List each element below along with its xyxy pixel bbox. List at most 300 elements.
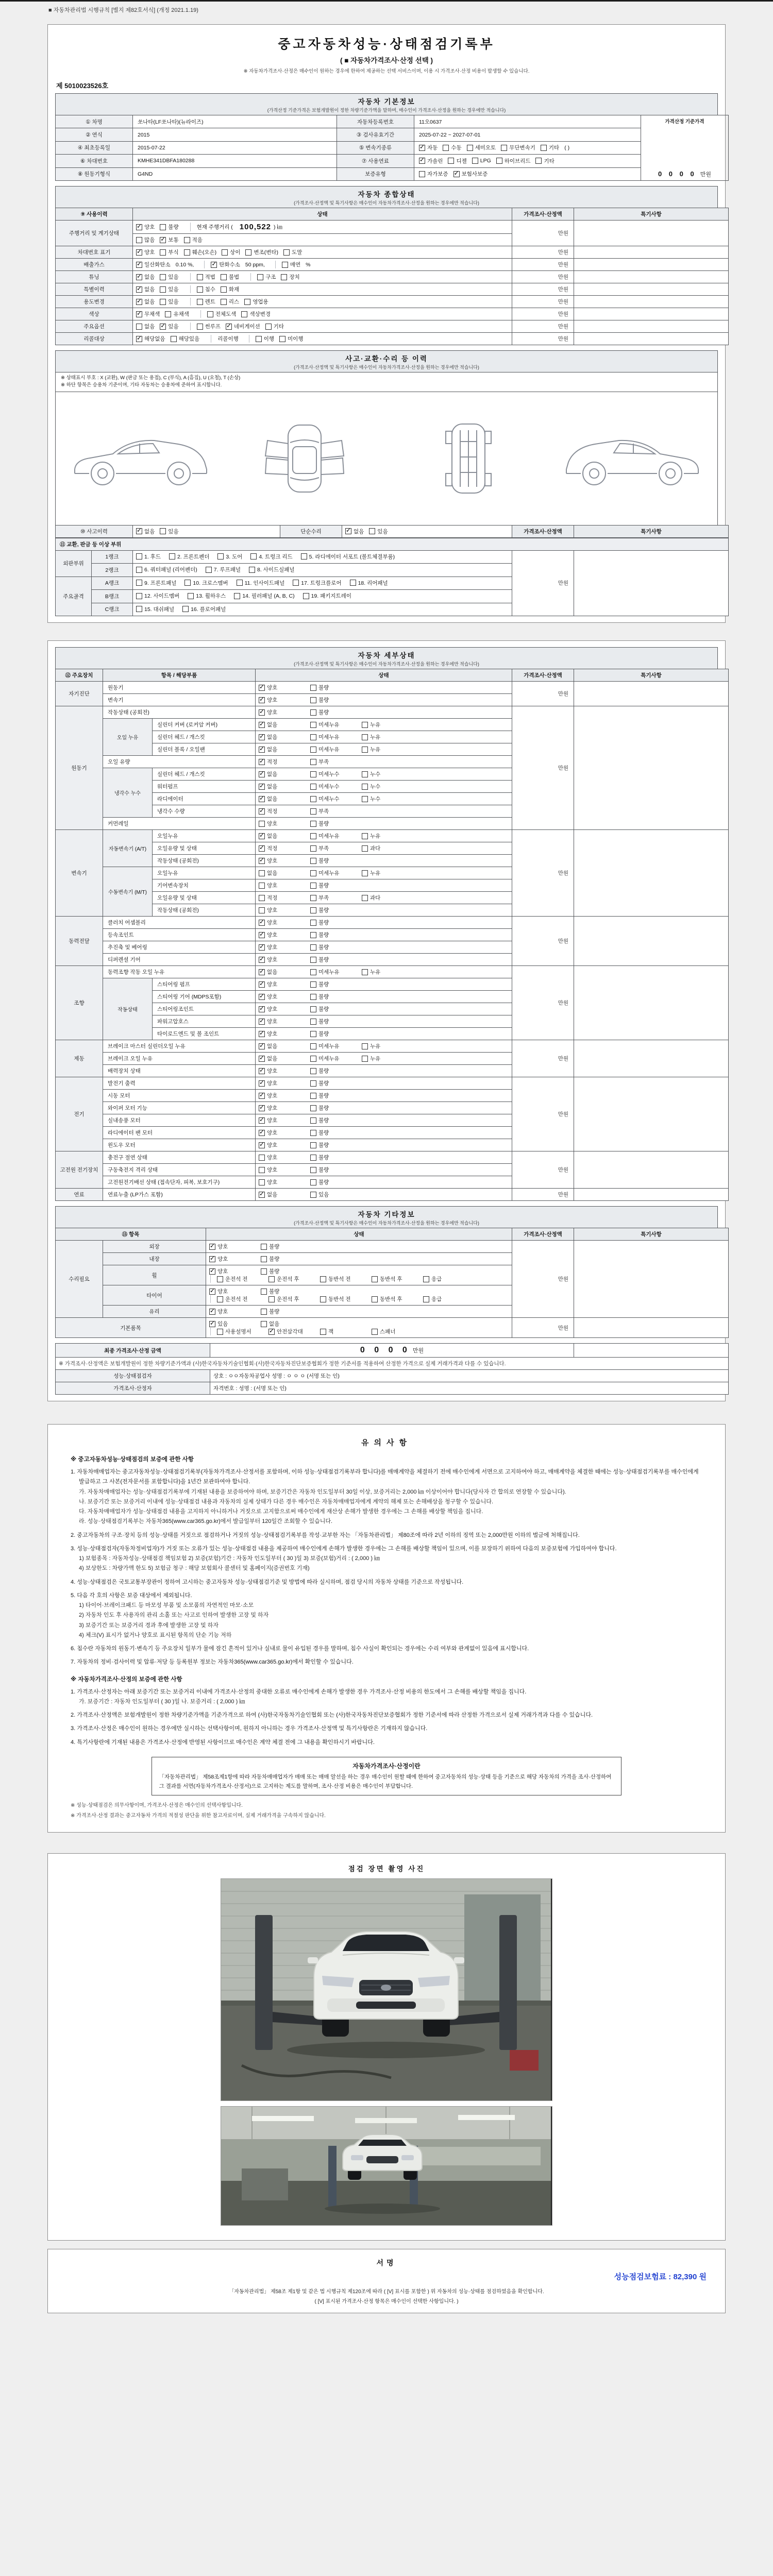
section-title-comprehensive: 자동차 종합상태: [358, 191, 415, 198]
checkbox-option[interactable]: [241, 310, 271, 318]
checkbox-option[interactable]: [453, 170, 488, 178]
checkbox-option[interactable]: [136, 579, 176, 587]
section-note-accident: (가격조사·산정액 및 특기사항은 매수인이 자동차가격조사·산정을 원하는 경우에만 적습니다): [294, 365, 479, 370]
checkbox-option[interactable]: [259, 721, 308, 728]
checkbox-option[interactable]: [310, 1030, 360, 1038]
checkbox-label: 양호: [267, 858, 278, 864]
checkbox-option[interactable]: [419, 157, 443, 165]
inline-text: ) ㎞: [274, 224, 282, 230]
state-cell: [256, 1139, 512, 1151]
checkbox-option[interactable]: [234, 592, 294, 600]
checkbox-box-icon: [310, 1080, 316, 1087]
checkbox-option[interactable]: [310, 906, 360, 914]
checkbox-option[interactable]: [160, 223, 178, 231]
checkbox-box-icon: [261, 1321, 267, 1327]
checkbox-label: 없음: [267, 969, 278, 975]
checkbox-option[interactable]: [237, 579, 285, 587]
checkbox-option[interactable]: [350, 579, 388, 587]
checkbox-option[interactable]: [303, 592, 351, 600]
checkbox-option[interactable]: [197, 285, 215, 293]
checkbox-option[interactable]: [310, 1079, 360, 1087]
checkbox-option[interactable]: [372, 1275, 421, 1283]
checkbox-option[interactable]: [268, 1275, 318, 1283]
checkbox-option[interactable]: [171, 335, 200, 343]
checkbox-option[interactable]: [160, 528, 178, 535]
checkbox-label: 사용설명서: [225, 1329, 251, 1335]
checkbox-option[interactable]: [256, 335, 274, 343]
item-cell: 실린더 커버 (로커암 커버): [153, 719, 256, 731]
checkbox-option[interactable]: [310, 832, 360, 840]
checkbox-label: 양호: [267, 944, 278, 951]
checkbox-option[interactable]: [136, 248, 155, 256]
field-label-cell: 변속기: [56, 830, 103, 917]
checkbox-option[interactable]: [362, 770, 411, 778]
checkbox-option[interactable]: [372, 1295, 421, 1303]
checkbox-option[interactable]: [310, 1005, 360, 1013]
checkbox-option[interactable]: [310, 956, 360, 963]
state-segment: [210, 1275, 480, 1283]
checkbox-option[interactable]: [310, 1116, 360, 1124]
accident-legend-line2: ※ 하단 항목은 승용차 기준이며, 기타 자동차는 승용차에 준하여 표시합니다.: [61, 382, 222, 388]
checkbox-option[interactable]: [259, 1042, 308, 1050]
checkbox-option[interactable]: [310, 696, 360, 704]
checkbox-box-icon: [250, 553, 257, 560]
checkbox-option[interactable]: [259, 733, 308, 741]
checkbox-option[interactable]: [136, 553, 161, 561]
checkbox-option[interactable]: [160, 298, 178, 306]
checkbox-option[interactable]: [257, 273, 276, 281]
checkbox-box-icon: [136, 528, 142, 534]
checkbox-option[interactable]: [423, 1275, 473, 1283]
remark-cell: [574, 706, 729, 830]
checkbox-option[interactable]: [182, 605, 226, 613]
checkbox-option[interactable]: [310, 758, 360, 766]
checkbox-option[interactable]: [259, 844, 308, 852]
checkbox-option[interactable]: [268, 1295, 318, 1303]
checkbox-box-icon: [169, 553, 175, 560]
checkbox-option[interactable]: [310, 1154, 360, 1161]
checkbox-label: 도말: [292, 249, 303, 256]
checkbox-box-icon: [419, 145, 425, 151]
checkbox-option[interactable]: [136, 605, 174, 613]
checkbox-option[interactable]: [259, 857, 308, 865]
checkbox-option[interactable]: [279, 335, 303, 343]
checkbox-option[interactable]: [222, 248, 240, 256]
checkbox-box-icon: [496, 158, 502, 164]
checkbox-option[interactable]: [259, 758, 308, 766]
checkbox-option[interactable]: [259, 1092, 308, 1099]
checkbox-option[interactable]: [261, 1308, 310, 1315]
checkbox-option[interactable]: [310, 684, 360, 691]
section-title-misc: 자동차 기타정보: [358, 1211, 415, 1218]
checkbox-option[interactable]: [249, 566, 295, 573]
checkbox-option[interactable]: [496, 157, 531, 165]
checkbox-option[interactable]: [160, 236, 178, 244]
checkbox-option[interactable]: [320, 1275, 369, 1283]
checkbox-option[interactable]: [221, 298, 239, 306]
checkbox-option[interactable]: [419, 144, 438, 151]
checkbox-option[interactable]: [209, 1267, 259, 1275]
checkbox-option[interactable]: [184, 248, 217, 256]
checkbox-option[interactable]: [310, 1178, 360, 1186]
checkbox-option[interactable]: [221, 273, 239, 281]
checkbox-option[interactable]: [209, 1243, 259, 1250]
state-segments: [259, 906, 509, 914]
checkbox-option[interactable]: [419, 170, 448, 178]
checkbox-option[interactable]: [301, 553, 395, 561]
checkbox-box-icon: [303, 593, 309, 599]
checkbox-option[interactable]: [259, 906, 308, 914]
checkbox-option[interactable]: [217, 1295, 266, 1303]
checkbox-box-icon: [221, 299, 227, 305]
checkbox-box-icon: [362, 796, 368, 802]
checkbox-option[interactable]: [226, 323, 260, 330]
field-label-cell: 주행거리 및 계기상태: [56, 221, 133, 246]
notice-item-text: 1. 가격조사·산정자는 아래 보증기간 또는 보증거리 이내에 가격조사·산정의 중대한 오류로 매수인에게 손해가 발생한 경우 가격조사·산정 비용의 한도에서 그 손해를 배상할 책임을 집니다.: [71, 1688, 527, 1695]
field-label-cell: ⑥ 차대번호: [56, 155, 133, 167]
checkbox-option[interactable]: [310, 721, 360, 728]
checkbox-box-icon: [259, 734, 265, 740]
checkbox-option[interactable]: [169, 553, 209, 561]
field-label-cell: 작동상태: [103, 978, 153, 1040]
checkbox-option[interactable]: [310, 844, 360, 852]
checkbox-box-icon: [259, 944, 265, 951]
checkbox-option[interactable]: [209, 1287, 259, 1295]
checkbox-option[interactable]: [310, 1166, 360, 1174]
checkbox-option[interactable]: [136, 592, 179, 600]
checkbox-option[interactable]: [259, 1191, 308, 1198]
checkbox-option[interactable]: [362, 968, 411, 976]
checkbox-option[interactable]: [184, 236, 203, 244]
checkbox-option[interactable]: [211, 261, 240, 268]
checkbox-option[interactable]: [281, 273, 299, 281]
checkbox-label: 있음: [168, 274, 179, 280]
state-segment: [259, 844, 418, 852]
checkbox-option[interactable]: [310, 993, 360, 1001]
basic-info-table-host: [55, 115, 718, 181]
checkbox-option[interactable]: [541, 144, 559, 151]
checkbox-option[interactable]: [259, 1079, 308, 1087]
checkbox-option[interactable]: [261, 1243, 310, 1250]
checkbox-option[interactable]: [136, 223, 155, 231]
checkbox-option[interactable]: [310, 1042, 360, 1050]
checkbox-option[interactable]: [136, 310, 160, 318]
checkbox-option[interactable]: [310, 1067, 360, 1075]
checkbox-option[interactable]: [310, 1141, 360, 1149]
checkbox-box-icon: [136, 299, 142, 305]
checkbox-option[interactable]: [261, 1287, 310, 1295]
checkbox-option[interactable]: [362, 1042, 411, 1050]
checkbox-option[interactable]: [136, 273, 155, 281]
checkbox-option[interactable]: [259, 745, 308, 753]
state-segments: [136, 223, 509, 231]
checkbox-option[interactable]: [165, 310, 189, 318]
checkbox-option[interactable]: [207, 310, 237, 318]
checkbox-option[interactable]: [362, 733, 411, 741]
state-segment: [259, 906, 367, 914]
insurance-fee-label: 성능점검보험료 :: [614, 2273, 671, 2282]
checkbox-option[interactable]: [310, 783, 360, 790]
checkbox-label: 기타: [273, 324, 284, 330]
field-label-cell: 수리필요: [56, 1241, 103, 1318]
checkbox-option[interactable]: [259, 770, 308, 778]
parts-items-cell: [133, 564, 512, 577]
checkbox-option[interactable]: [259, 1178, 308, 1186]
checkbox-option[interactable]: [209, 1255, 259, 1263]
checkbox-option[interactable]: [310, 1092, 360, 1099]
checkbox-option[interactable]: [259, 696, 308, 704]
checkbox-option[interactable]: [310, 770, 360, 778]
state-cell: [256, 1090, 512, 1102]
state-segment: [259, 919, 367, 926]
checkbox-option[interactable]: [250, 553, 292, 561]
checkbox-box-icon: [310, 858, 316, 864]
checkbox-option[interactable]: [160, 323, 178, 330]
state-segment: [249, 335, 314, 343]
checkbox-option[interactable]: [362, 832, 411, 840]
checkbox-option[interactable]: [443, 144, 461, 151]
checkbox-box-icon: [165, 311, 171, 317]
checkbox-option[interactable]: [362, 894, 411, 902]
checkbox-option[interactable]: [136, 528, 155, 535]
checkbox-option[interactable]: [206, 566, 241, 573]
checkbox-option[interactable]: [259, 1141, 308, 1149]
state-cell: [133, 320, 512, 333]
checkbox-option[interactable]: [282, 261, 300, 268]
checkbox-option[interactable]: [259, 980, 308, 988]
checkbox-option[interactable]: [259, 956, 308, 963]
checkbox-option[interactable]: [136, 566, 197, 573]
state-segment: [259, 832, 418, 840]
checkbox-option[interactable]: [136, 335, 165, 343]
checkbox-option[interactable]: [197, 273, 215, 281]
checkbox-label: 불량: [318, 1093, 329, 1099]
checkbox-option[interactable]: [372, 1328, 421, 1335]
checkbox-option[interactable]: [136, 323, 155, 330]
checkbox-option[interactable]: [501, 144, 535, 151]
item-cell: 실내송풍 모터: [103, 1114, 256, 1127]
state-segments: [136, 236, 509, 244]
checkbox-option[interactable]: [221, 285, 239, 293]
checkbox-option[interactable]: [261, 1255, 310, 1263]
checkbox-option[interactable]: [261, 1267, 310, 1275]
checkbox-option[interactable]: [472, 158, 491, 164]
checkbox-label: 무단변속기: [509, 145, 535, 151]
checkbox-option[interactable]: [259, 882, 308, 889]
checkbox-option[interactable]: [283, 248, 302, 256]
checkbox-option[interactable]: [535, 157, 554, 165]
checkbox-option[interactable]: [310, 708, 360, 716]
checkbox-box-icon: [310, 1043, 316, 1049]
checkbox-option[interactable]: [310, 1129, 360, 1137]
item-cell: 추진축 및 베어링: [103, 941, 256, 954]
checkbox-option[interactable]: [259, 1104, 308, 1112]
state-segment: [210, 1328, 428, 1335]
checkbox-option[interactable]: [197, 323, 221, 330]
checkbox-option[interactable]: [259, 968, 308, 976]
checkbox-option[interactable]: [184, 579, 228, 587]
state-cell: [256, 1053, 512, 1065]
checkbox-option[interactable]: [259, 1055, 308, 1062]
checkbox-option[interactable]: [268, 1328, 318, 1335]
checkbox-option[interactable]: [310, 1104, 360, 1112]
checkbox-box-icon: [362, 722, 368, 728]
checkbox-option[interactable]: [259, 1154, 308, 1161]
checkbox-box-icon: [268, 1276, 275, 1282]
checkbox-box-icon: [160, 528, 166, 534]
checkbox-option[interactable]: [259, 684, 308, 691]
checkbox-option[interactable]: [345, 528, 364, 535]
checkbox-option[interactable]: [265, 323, 284, 330]
state-segments: [209, 1267, 509, 1283]
checkbox-option[interactable]: [259, 1129, 308, 1137]
checkbox-option[interactable]: [259, 931, 308, 939]
checkbox-option[interactable]: [259, 795, 308, 803]
checkbox-option[interactable]: [423, 1295, 473, 1303]
checkbox-option[interactable]: [362, 745, 411, 753]
state-cell: [342, 525, 512, 537]
checkbox-option[interactable]: [209, 1308, 259, 1315]
checkbox-option[interactable]: [310, 980, 360, 988]
checkbox-label: 불량: [318, 1105, 329, 1111]
base-price-value: [658, 170, 711, 178]
final-price-row: [56, 1344, 729, 1358]
checkbox-option[interactable]: [217, 1328, 266, 1335]
checkbox-option[interactable]: [293, 579, 341, 587]
checkbox-option[interactable]: [259, 1005, 308, 1013]
checkbox-option[interactable]: [310, 745, 360, 753]
checkbox-option[interactable]: [259, 1116, 308, 1124]
checkbox-label: 불량: [318, 858, 329, 864]
checkbox-option[interactable]: [310, 968, 360, 976]
state-segment: [136, 223, 189, 231]
column-header: 상태: [256, 669, 512, 682]
checkbox-box-icon: [259, 895, 265, 901]
checkbox-option[interactable]: [209, 1320, 259, 1328]
field-label-cell: 색상: [56, 308, 133, 320]
checkbox-option[interactable]: [160, 273, 178, 281]
notice-item: [71, 1591, 702, 1640]
checkbox-option[interactable]: [136, 298, 155, 306]
checkbox-option[interactable]: [362, 783, 411, 790]
final-note-row: [56, 1358, 729, 1370]
checkbox-label: 양호: [267, 1093, 278, 1099]
item-cell: 등속조인트: [103, 929, 256, 941]
checkbox-option[interactable]: [259, 807, 308, 815]
checkbox-option[interactable]: [217, 1275, 266, 1283]
checkbox-option[interactable]: [136, 285, 155, 293]
accident-history-row: [56, 525, 729, 537]
field-label-cell: 자동차등록번호: [337, 115, 414, 128]
checkbox-option[interactable]: [259, 820, 308, 827]
checkbox-option[interactable]: [310, 1018, 360, 1025]
checkbox-option[interactable]: [310, 1055, 360, 1062]
state-cell: [133, 271, 512, 283]
checkbox-option[interactable]: [320, 1328, 369, 1335]
checkbox-option[interactable]: [244, 298, 268, 306]
checkbox-option[interactable]: [310, 919, 360, 926]
checkbox-option[interactable]: [310, 931, 360, 939]
checkbox-option[interactable]: [259, 783, 308, 790]
checkbox-option[interactable]: [310, 807, 360, 815]
checkbox-option[interactable]: [259, 1067, 308, 1075]
checkbox-option[interactable]: [188, 592, 226, 600]
checkbox-option[interactable]: [259, 919, 308, 926]
item-cell: 구동축전지 격리 상태: [103, 1164, 256, 1176]
state-segment: [275, 261, 320, 268]
checkbox-option[interactable]: [160, 285, 178, 293]
checkbox-box-icon: [310, 1093, 316, 1099]
notice-item: [71, 1724, 702, 1734]
state-segment: [136, 528, 189, 535]
checkbox-option[interactable]: [362, 844, 411, 852]
checkbox-box-icon: [259, 833, 265, 839]
insurance-fee-unit: 원: [699, 2273, 707, 2282]
final-amount-value: 0 0 0 0: [360, 1346, 411, 1354]
state-segment: [259, 956, 367, 963]
checkbox-option[interactable]: [259, 869, 308, 877]
field-label-cell: ⑤ 변속기종류: [337, 141, 414, 154]
checkbox-option[interactable]: [259, 1030, 308, 1038]
checkbox-option[interactable]: [310, 795, 360, 803]
checkbox-option[interactable]: [320, 1295, 369, 1303]
inline-text: 0.10 %,: [175, 261, 194, 268]
checkbox-option[interactable]: [310, 869, 360, 877]
item-cell: 시동 모터: [103, 1090, 256, 1102]
checkbox-option[interactable]: [448, 157, 466, 165]
checkbox-option[interactable]: [160, 248, 178, 256]
checkbox-option[interactable]: [197, 298, 215, 306]
checkbox-box-icon: [217, 1296, 223, 1302]
checkbox-box-icon: [320, 1329, 326, 1335]
checkbox-box-icon: [310, 759, 316, 765]
checkbox-box-icon: [136, 553, 142, 560]
checkbox-option[interactable]: [217, 553, 242, 561]
state-segment: [136, 298, 189, 306]
checkbox-option[interactable]: [362, 795, 411, 803]
checkbox-option[interactable]: [136, 261, 171, 268]
checkbox-option[interactable]: [259, 993, 308, 1001]
checkbox-option[interactable]: [310, 894, 360, 902]
checkbox-option[interactable]: [310, 820, 360, 827]
checkbox-option[interactable]: [310, 857, 360, 865]
checkbox-option[interactable]: [310, 943, 360, 951]
checkbox-option[interactable]: [245, 248, 278, 256]
checkbox-option[interactable]: [259, 1018, 308, 1025]
checkbox-option[interactable]: [362, 869, 411, 877]
checkbox-option[interactable]: [310, 882, 360, 889]
checkbox-option[interactable]: [259, 894, 308, 902]
checkbox-label: 하이브리드: [504, 158, 531, 164]
checkbox-option[interactable]: [259, 832, 308, 840]
checkbox-option[interactable]: [362, 721, 411, 728]
checkbox-option[interactable]: [310, 733, 360, 741]
checkbox-option[interactable]: [310, 1191, 360, 1198]
checkbox-option[interactable]: [259, 708, 308, 716]
checkbox-option[interactable]: [467, 144, 496, 151]
checkbox-option[interactable]: [261, 1320, 310, 1328]
checkbox-option[interactable]: [369, 528, 388, 535]
state-cell: [256, 954, 512, 966]
checkbox-option[interactable]: [136, 236, 155, 244]
checkbox-box-icon: [350, 580, 356, 586]
item-cell: 브레이크 마스터 실린더오일 누유: [103, 1040, 256, 1053]
checkbox-option[interactable]: [259, 943, 308, 951]
checkbox-option[interactable]: [362, 1055, 411, 1062]
notice-item-subtext: 3) 보증기간 또는 보증거리 경과 후에 발생한 고장 및 하자: [79, 1622, 219, 1629]
checkbox-option[interactable]: [259, 1166, 308, 1174]
notice-item-text: 2. 가격조사·산정액은 보험개발원이 정한 차량기준가액을 기준가격으로 하여 (사)한국자동차기술인협회 또는 (사)한국자동차진단보증협회가 정한 기준서에 따라 산정한 가격으로서 실제 거래가격과 다를 수 있습니다.: [71, 1712, 593, 1718]
